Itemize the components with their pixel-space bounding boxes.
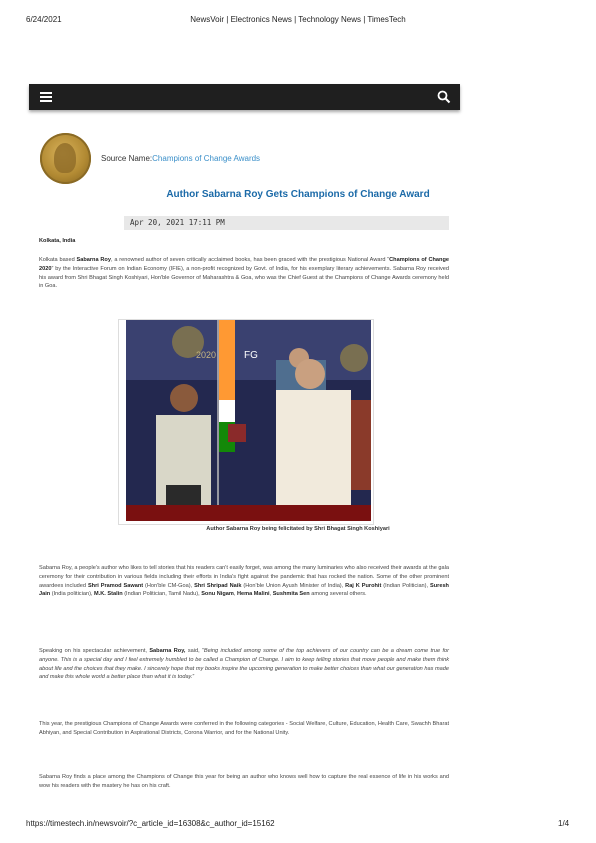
date-bar	[124, 216, 449, 230]
source-label: Source Name:	[101, 154, 153, 163]
paragraph-4: This year, the prestigious Champions of Change Awards were conferred in the following categories - Social Welfare, Culture, Education, Health Care, Swachh Bharat Abhiyan, and Special Contribution in Aspirational Districts, Corona Warrior, and for the National Unity.	[39, 721, 449, 736]
paragraph-2: Sabarna Roy, a people's author who likes to tell stories that his readers can't easily forget, was among the many luminaries who also received their awards at the gala ceremony for their contribution in various fields including their efforts in India's fight against the pandemic that has rocked the nation. Some of the other prominent awardees included Shri Pramod Sawant (Hon'ble CM-Goa), Shri Shripad Naik (Hon'ble Union Ayush Minister of India), Raj K Purohit (Indian Politician), Suresh Jain (India politician), M.K. Stalin (Indian Politician, Tamil Nadu), Sonu Nigam, Hema Malini, Sushmita Sen among several others.	[39, 565, 449, 598]
paragraph-3: Speaking on his spectacular achievement, Sabarna Roy, said, “Being included among some of the top achievers of our country can be a dream come true for anyone. This is a special day and I feel extremely humbled to be called a Champion of Change. I aim to keep telling stories that move people and make them think about life and the choices that they make. I sincerely hope that my books inspire the upcoming generation to make better choices than what our generation has made and make this whole world a better place than what it is today.”	[39, 648, 449, 681]
stage-text: FG	[244, 350, 258, 361]
top-navbar	[29, 84, 460, 110]
print-url: https://timestech.in/newsvoir/?c_article_id=16308&c_author_id=15162	[26, 819, 275, 828]
article-title: Author Sabarna Roy Gets Champions of Change Award	[166, 189, 430, 200]
banner-year: 2020	[196, 350, 217, 360]
print-date: 6/24/2021	[26, 15, 62, 24]
source-link[interactable]: Champions of Change Awards	[152, 154, 261, 163]
article-location: Kolkata, India	[39, 238, 76, 244]
source-name	[101, 154, 260, 163]
print-page-title: NewsVoir | Electronics News | Technology News | TimesTech	[190, 15, 406, 24]
champions-of-change-logo	[40, 133, 91, 184]
award-ceremony-photo	[126, 320, 371, 521]
paragraph-1: Kolkata based Sabarna Roy, a renowned author of seven critically acclaimed books, has been graced with the prestigious National Award “Champions of Change 2020” by the Interactive Forum on Indian Economy (IFIE), a non-profit recognized by Govt. of India, for his exemplary literary achievements. Sabarna Roy received his award from Shri Bhagat Singh Koshiyari, Hon'ble Governor of Maharashtra & Goa, who was the Chief Guest at the Champions of Change Awards ceremony held in Goa.	[39, 257, 449, 290]
hamburger-menu-icon[interactable]	[40, 92, 52, 102]
print-page-number: 1/4	[558, 819, 570, 828]
article-date: Apr 20, 2021 17:11 PM	[130, 218, 225, 227]
search-icon[interactable]	[437, 90, 451, 104]
photo-caption: Author Sabarna Roy being felicitated by Shri Bhagat Singh Koshiyari	[206, 526, 390, 532]
paragraph-5: Sabarna Roy finds a place among the Champions of Change this year for being an author who knows well how to capture the real essence of life in his works and wow his readers with the mastery he has on his craft.	[39, 774, 449, 789]
